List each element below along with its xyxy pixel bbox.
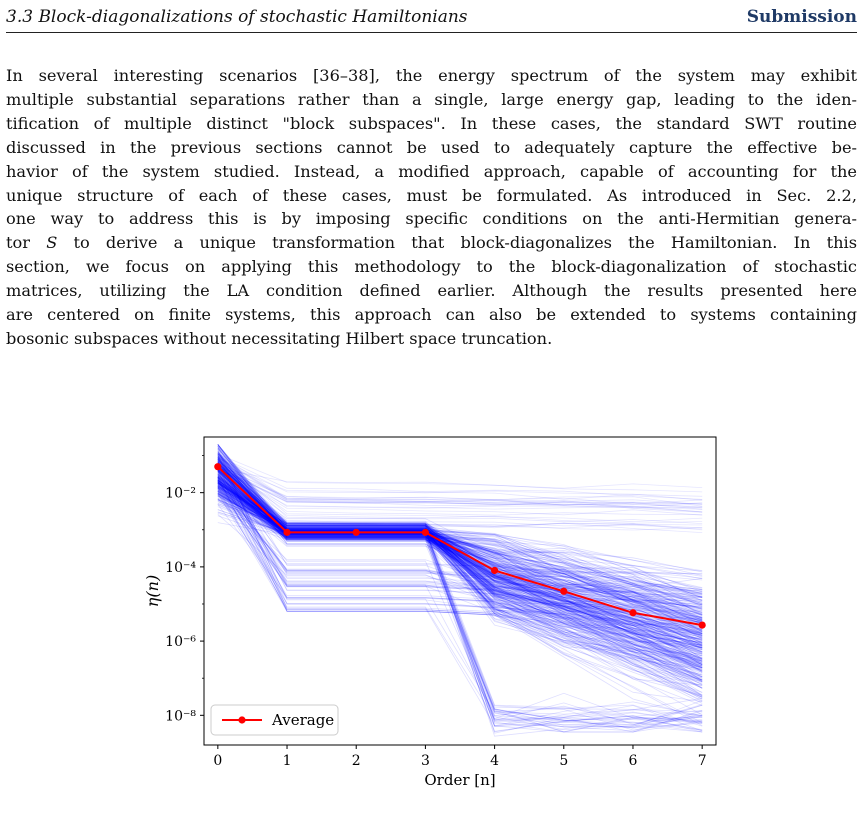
paragraph-line: one way to address this is by imposing specific conditions on the anti-Hermitian genera-: [6, 209, 857, 229]
average-point: [283, 529, 290, 536]
legend-label: Average: [272, 711, 335, 729]
paragraph-line: multiple substantial separations rather than a single, large energy gap, leading to the iden-: [6, 89, 857, 109]
x-tick-label: 7: [697, 753, 707, 769]
x-tick-label: 5: [559, 753, 569, 769]
y-tick-label: 10⁻⁴: [165, 559, 196, 576]
average-point: [491, 567, 498, 574]
paragraph-line: tification of multiple distinct "block subspaces". In these cases, the standard SWT routine: [6, 113, 857, 133]
y-tick-label: 10⁻²: [165, 485, 196, 502]
sample-line: [218, 454, 702, 523]
sample-line: [218, 454, 702, 492]
average-point: [422, 529, 429, 536]
y-axis-label: η(n): [143, 574, 162, 608]
y-tick-label: 10⁻⁶: [165, 634, 196, 651]
paragraph-line: tor S to derive a unique transformation that block-diagonalizes the Hamiltonian. In this: [6, 233, 857, 253]
y-tick-label: 10⁻⁸: [165, 708, 196, 725]
paragraph-line: unique structure of each of these cases, must be formulated. As introduced in Sec. 2.2,: [6, 185, 857, 205]
x-tick-label: 1: [282, 753, 292, 769]
section-title: 3.3 Block-diagonalizations of stochastic Hamiltonians: [6, 7, 468, 27]
paragraph-line: bosonic subspaces without necessitating Hilbert space truncation.: [6, 328, 553, 348]
x-tick-label: 3: [420, 753, 430, 769]
figure-chart: [0, 430, 863, 822]
submission-tag: Submission: [746, 7, 857, 27]
average-point: [560, 588, 567, 595]
body-paragraph: [6, 64, 857, 351]
average-point: [214, 463, 221, 470]
average-point: [353, 529, 360, 536]
x-tick-label: 0: [213, 753, 223, 769]
legend-marker: [238, 716, 245, 723]
average-point: [629, 609, 636, 616]
paragraph-line: In several interesting scenarios [36–38], the energy spectrum of the system may exhibit: [6, 66, 857, 85]
paragraph-line: discussed in the previous sections cannot be used to adequately capture the effective be-: [6, 137, 857, 157]
x-axis-label: Order [n]: [424, 771, 496, 789]
x-tick-label: 2: [351, 753, 361, 769]
chart-legend: [211, 705, 338, 735]
paragraph-line: are centered on finite systems, this approach can also be extended to systems containing: [6, 305, 857, 325]
page-header: [6, 4, 857, 33]
paragraph-line: havior of the system studied. Instead, a modified approach, capable of accounting for the: [6, 161, 857, 181]
paragraph-line: section, we focus on applying this methodology to the block-diagonalization of stochastic: [6, 257, 857, 277]
x-tick-label: 6: [628, 753, 638, 769]
x-tick-label: 4: [490, 753, 500, 769]
sample-line: [218, 458, 702, 500]
average-point: [699, 621, 706, 628]
sample-trajectories: [218, 444, 702, 736]
paragraph-line: matrices, utilizing the LA condition defined earlier. Although the results presented here: [6, 281, 857, 301]
sample-line: [218, 468, 702, 488]
